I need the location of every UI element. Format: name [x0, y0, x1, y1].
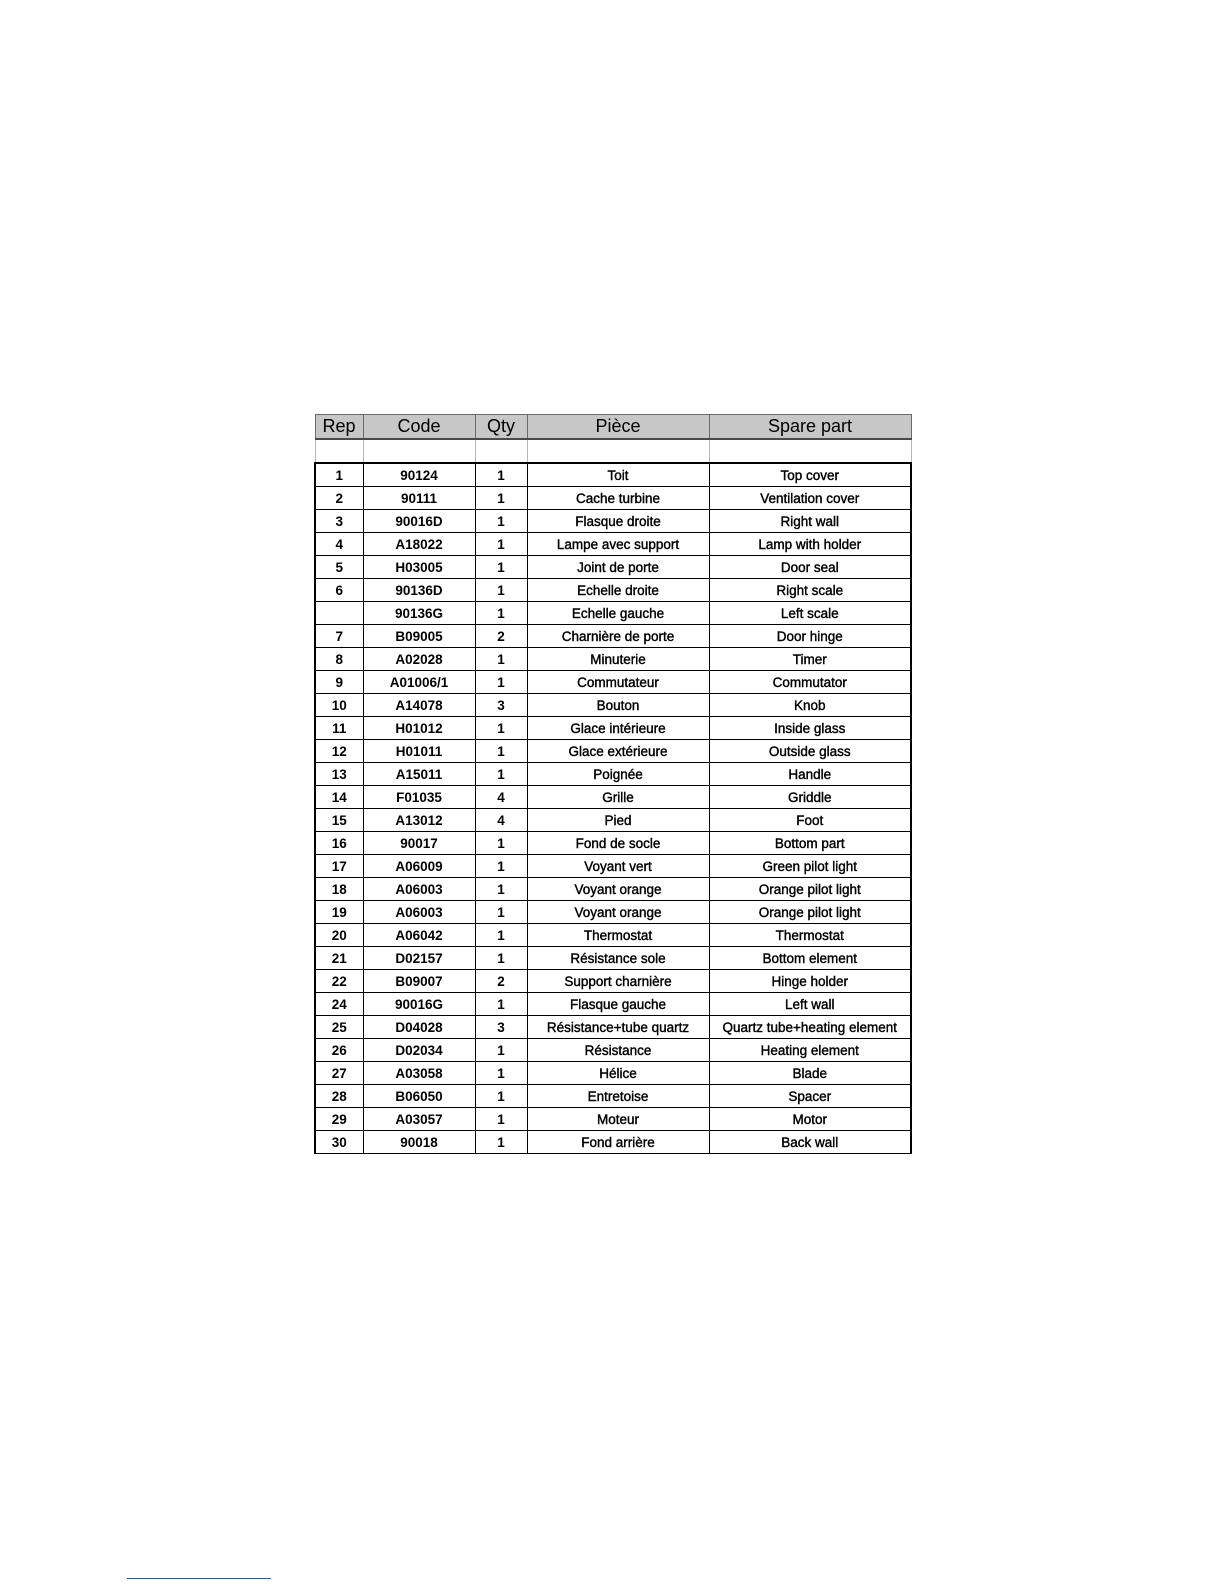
cell-qty: 1	[475, 855, 527, 878]
cell-code: H01012	[363, 717, 475, 740]
table-row	[315, 694, 911, 717]
cell-piece: Commutateur	[527, 671, 709, 694]
cell-rep: 5	[315, 556, 363, 579]
cell-qty: 1	[475, 533, 527, 556]
cell-rep: 15	[315, 809, 363, 832]
cell-piece: Flasque gauche	[527, 993, 709, 1016]
cell-code: A06003	[363, 901, 475, 924]
cell-code: A06003	[363, 878, 475, 901]
table-row	[315, 809, 911, 832]
cell-code: D02034	[363, 1039, 475, 1062]
cell-qty: 1	[475, 602, 527, 625]
table-row	[315, 786, 911, 809]
table-body	[315, 463, 911, 1154]
header-row	[315, 415, 911, 440]
table-row	[315, 901, 911, 924]
cell-piece: Grille	[527, 786, 709, 809]
cell-rep: 27	[315, 1062, 363, 1085]
cell-code: B06050	[363, 1085, 475, 1108]
cell-piece: Bouton	[527, 694, 709, 717]
cell-rep: 19	[315, 901, 363, 924]
cell-rep: 26	[315, 1039, 363, 1062]
cell-rep: 4	[315, 533, 363, 556]
cell-rep: 11	[315, 717, 363, 740]
cell-qty: 1	[475, 1039, 527, 1062]
cell-piece: Entretoise	[527, 1085, 709, 1108]
cell-spare-part: Ventilation cover	[709, 487, 911, 510]
spare-parts-table	[314, 414, 912, 1154]
table-row	[315, 1131, 911, 1154]
spacer-cell	[363, 439, 475, 463]
cell-code: B09005	[363, 625, 475, 648]
cell-rep: 14	[315, 786, 363, 809]
cell-rep: 30	[315, 1131, 363, 1154]
cell-qty: 1	[475, 648, 527, 671]
footnote-separator	[127, 1578, 271, 1579]
cell-code: A14078	[363, 694, 475, 717]
cell-qty: 3	[475, 1016, 527, 1039]
header-rep: Rep	[315, 415, 363, 440]
cell-qty: 4	[475, 786, 527, 809]
cell-code: 90016G	[363, 993, 475, 1016]
cell-piece: Toit	[527, 463, 709, 487]
cell-rep: 18	[315, 878, 363, 901]
cell-code: F01035	[363, 786, 475, 809]
cell-spare-part: Green pilot light	[709, 855, 911, 878]
table-row	[315, 1085, 911, 1108]
table-row	[315, 878, 911, 901]
cell-spare-part: Timer	[709, 648, 911, 671]
table-row	[315, 970, 911, 993]
cell-piece: Hélice	[527, 1062, 709, 1085]
cell-piece: Joint de porte	[527, 556, 709, 579]
cell-piece: Minuterie	[527, 648, 709, 671]
cell-rep: 25	[315, 1016, 363, 1039]
cell-spare-part: Knob	[709, 694, 911, 717]
cell-piece: Support charnière	[527, 970, 709, 993]
cell-spare-part: Foot	[709, 809, 911, 832]
cell-spare-part: Back wall	[709, 1131, 911, 1154]
cell-rep: 16	[315, 832, 363, 855]
cell-code: 90016D	[363, 510, 475, 533]
cell-code: A13012	[363, 809, 475, 832]
cell-spare-part: Orange pilot light	[709, 878, 911, 901]
table-row	[315, 510, 911, 533]
cell-spare-part: Right scale	[709, 579, 911, 602]
table-row	[315, 1062, 911, 1085]
cell-piece: Voyant orange	[527, 901, 709, 924]
table-row	[315, 1108, 911, 1131]
cell-qty: 1	[475, 463, 527, 487]
cell-piece: Flasque droite	[527, 510, 709, 533]
cell-code: H01011	[363, 740, 475, 763]
cell-code: A03057	[363, 1108, 475, 1131]
table-row	[315, 487, 911, 510]
cell-code: A15011	[363, 763, 475, 786]
cell-qty: 1	[475, 671, 527, 694]
cell-code: 90124	[363, 463, 475, 487]
cell-qty: 2	[475, 625, 527, 648]
cell-spare-part: Hinge holder	[709, 970, 911, 993]
cell-code: A03058	[363, 1062, 475, 1085]
cell-qty: 1	[475, 1108, 527, 1131]
cell-rep: 21	[315, 947, 363, 970]
cell-piece: Résistance	[527, 1039, 709, 1062]
cell-piece: Echelle gauche	[527, 602, 709, 625]
cell-rep: 29	[315, 1108, 363, 1131]
table-row	[315, 717, 911, 740]
cell-qty: 1	[475, 1085, 527, 1108]
cell-rep: 22	[315, 970, 363, 993]
cell-piece: Glace intérieure	[527, 717, 709, 740]
cell-piece: Moteur	[527, 1108, 709, 1131]
cell-rep: 10	[315, 694, 363, 717]
spacer-cell	[527, 439, 709, 463]
cell-piece: Thermostat	[527, 924, 709, 947]
header-spare-part: Spare part	[709, 415, 911, 440]
cell-piece: Résistance sole	[527, 947, 709, 970]
cell-piece: Charnière de porte	[527, 625, 709, 648]
table-row	[315, 602, 911, 625]
table-row	[315, 855, 911, 878]
cell-spare-part: Spacer	[709, 1085, 911, 1108]
cell-rep: 3	[315, 510, 363, 533]
cell-piece: Voyant orange	[527, 878, 709, 901]
cell-rep: 6	[315, 579, 363, 602]
cell-qty: 1	[475, 740, 527, 763]
cell-spare-part: Motor	[709, 1108, 911, 1131]
cell-piece: Echelle droite	[527, 579, 709, 602]
table-row	[315, 579, 911, 602]
cell-rep	[315, 602, 363, 625]
cell-rep: 17	[315, 855, 363, 878]
cell-qty: 1	[475, 832, 527, 855]
cell-rep: 20	[315, 924, 363, 947]
cell-qty: 1	[475, 717, 527, 740]
spacer-cell	[475, 439, 527, 463]
table-row	[315, 832, 911, 855]
cell-code: B09007	[363, 970, 475, 993]
cell-piece: Voyant vert	[527, 855, 709, 878]
cell-spare-part: Inside glass	[709, 717, 911, 740]
cell-rep: 24	[315, 993, 363, 1016]
cell-code: 90136D	[363, 579, 475, 602]
cell-rep: 12	[315, 740, 363, 763]
cell-code: 90018	[363, 1131, 475, 1154]
table-row	[315, 1039, 911, 1062]
header-code: Code	[363, 415, 475, 440]
table-row	[315, 947, 911, 970]
cell-piece: Poignée	[527, 763, 709, 786]
cell-qty: 1	[475, 878, 527, 901]
header-qty: Qty	[475, 415, 527, 440]
cell-piece: Fond arrière	[527, 1131, 709, 1154]
cell-spare-part: Orange pilot light	[709, 901, 911, 924]
cell-code: 90136G	[363, 602, 475, 625]
cell-code: A18022	[363, 533, 475, 556]
cell-spare-part: Handle	[709, 763, 911, 786]
cell-qty: 4	[475, 809, 527, 832]
cell-spare-part: Quartz tube+heating element	[709, 1016, 911, 1039]
cell-code: A02028	[363, 648, 475, 671]
cell-rep: 28	[315, 1085, 363, 1108]
cell-qty: 1	[475, 487, 527, 510]
cell-spare-part: Blade	[709, 1062, 911, 1085]
cell-qty: 1	[475, 556, 527, 579]
table-header	[315, 415, 911, 464]
cell-spare-part: Top cover	[709, 463, 911, 487]
cell-qty: 3	[475, 694, 527, 717]
cell-code: A06009	[363, 855, 475, 878]
cell-piece: Pied	[527, 809, 709, 832]
cell-qty: 1	[475, 579, 527, 602]
table-row	[315, 1016, 911, 1039]
cell-rep: 8	[315, 648, 363, 671]
table-row	[315, 924, 911, 947]
cell-rep: 1	[315, 463, 363, 487]
table-row	[315, 993, 911, 1016]
spacer-cell	[315, 439, 363, 463]
cell-code: A06042	[363, 924, 475, 947]
spacer-cell	[709, 439, 911, 463]
table-row	[315, 533, 911, 556]
table-row	[315, 671, 911, 694]
cell-piece: Cache turbine	[527, 487, 709, 510]
cell-spare-part: Outside glass	[709, 740, 911, 763]
cell-rep: 7	[315, 625, 363, 648]
table-row	[315, 463, 911, 487]
cell-piece: Résistance+tube quartz	[527, 1016, 709, 1039]
table-row	[315, 763, 911, 786]
cell-spare-part: Left wall	[709, 993, 911, 1016]
cell-spare-part: Heating element	[709, 1039, 911, 1062]
cell-spare-part: Right wall	[709, 510, 911, 533]
cell-spare-part: Thermostat	[709, 924, 911, 947]
cell-piece: Glace extérieure	[527, 740, 709, 763]
cell-spare-part: Bottom part	[709, 832, 911, 855]
cell-qty: 1	[475, 924, 527, 947]
cell-qty: 1	[475, 993, 527, 1016]
cell-code: A01006/1	[363, 671, 475, 694]
header-piece: Pièce	[527, 415, 709, 440]
table-row	[315, 625, 911, 648]
cell-spare-part: Bottom element	[709, 947, 911, 970]
cell-spare-part: Lamp with holder	[709, 533, 911, 556]
header-spacer-row	[315, 439, 911, 463]
cell-code: D02157	[363, 947, 475, 970]
cell-rep: 9	[315, 671, 363, 694]
cell-code: H03005	[363, 556, 475, 579]
cell-spare-part: Door seal	[709, 556, 911, 579]
cell-qty: 1	[475, 763, 527, 786]
cell-code: D04028	[363, 1016, 475, 1039]
cell-qty: 1	[475, 1062, 527, 1085]
cell-code: 90017	[363, 832, 475, 855]
cell-spare-part: Griddle	[709, 786, 911, 809]
cell-qty: 2	[475, 970, 527, 993]
table-row	[315, 556, 911, 579]
cell-piece: Lampe avec support	[527, 533, 709, 556]
table-row	[315, 648, 911, 671]
cell-qty: 1	[475, 510, 527, 533]
cell-qty: 1	[475, 1131, 527, 1154]
cell-rep: 13	[315, 763, 363, 786]
cell-rep: 2	[315, 487, 363, 510]
cell-code: 90111	[363, 487, 475, 510]
cell-spare-part: Left scale	[709, 602, 911, 625]
table-row	[315, 740, 911, 763]
cell-qty: 1	[475, 947, 527, 970]
cell-spare-part: Door hinge	[709, 625, 911, 648]
cell-qty: 1	[475, 901, 527, 924]
cell-spare-part: Commutator	[709, 671, 911, 694]
cell-piece: Fond de socle	[527, 832, 709, 855]
